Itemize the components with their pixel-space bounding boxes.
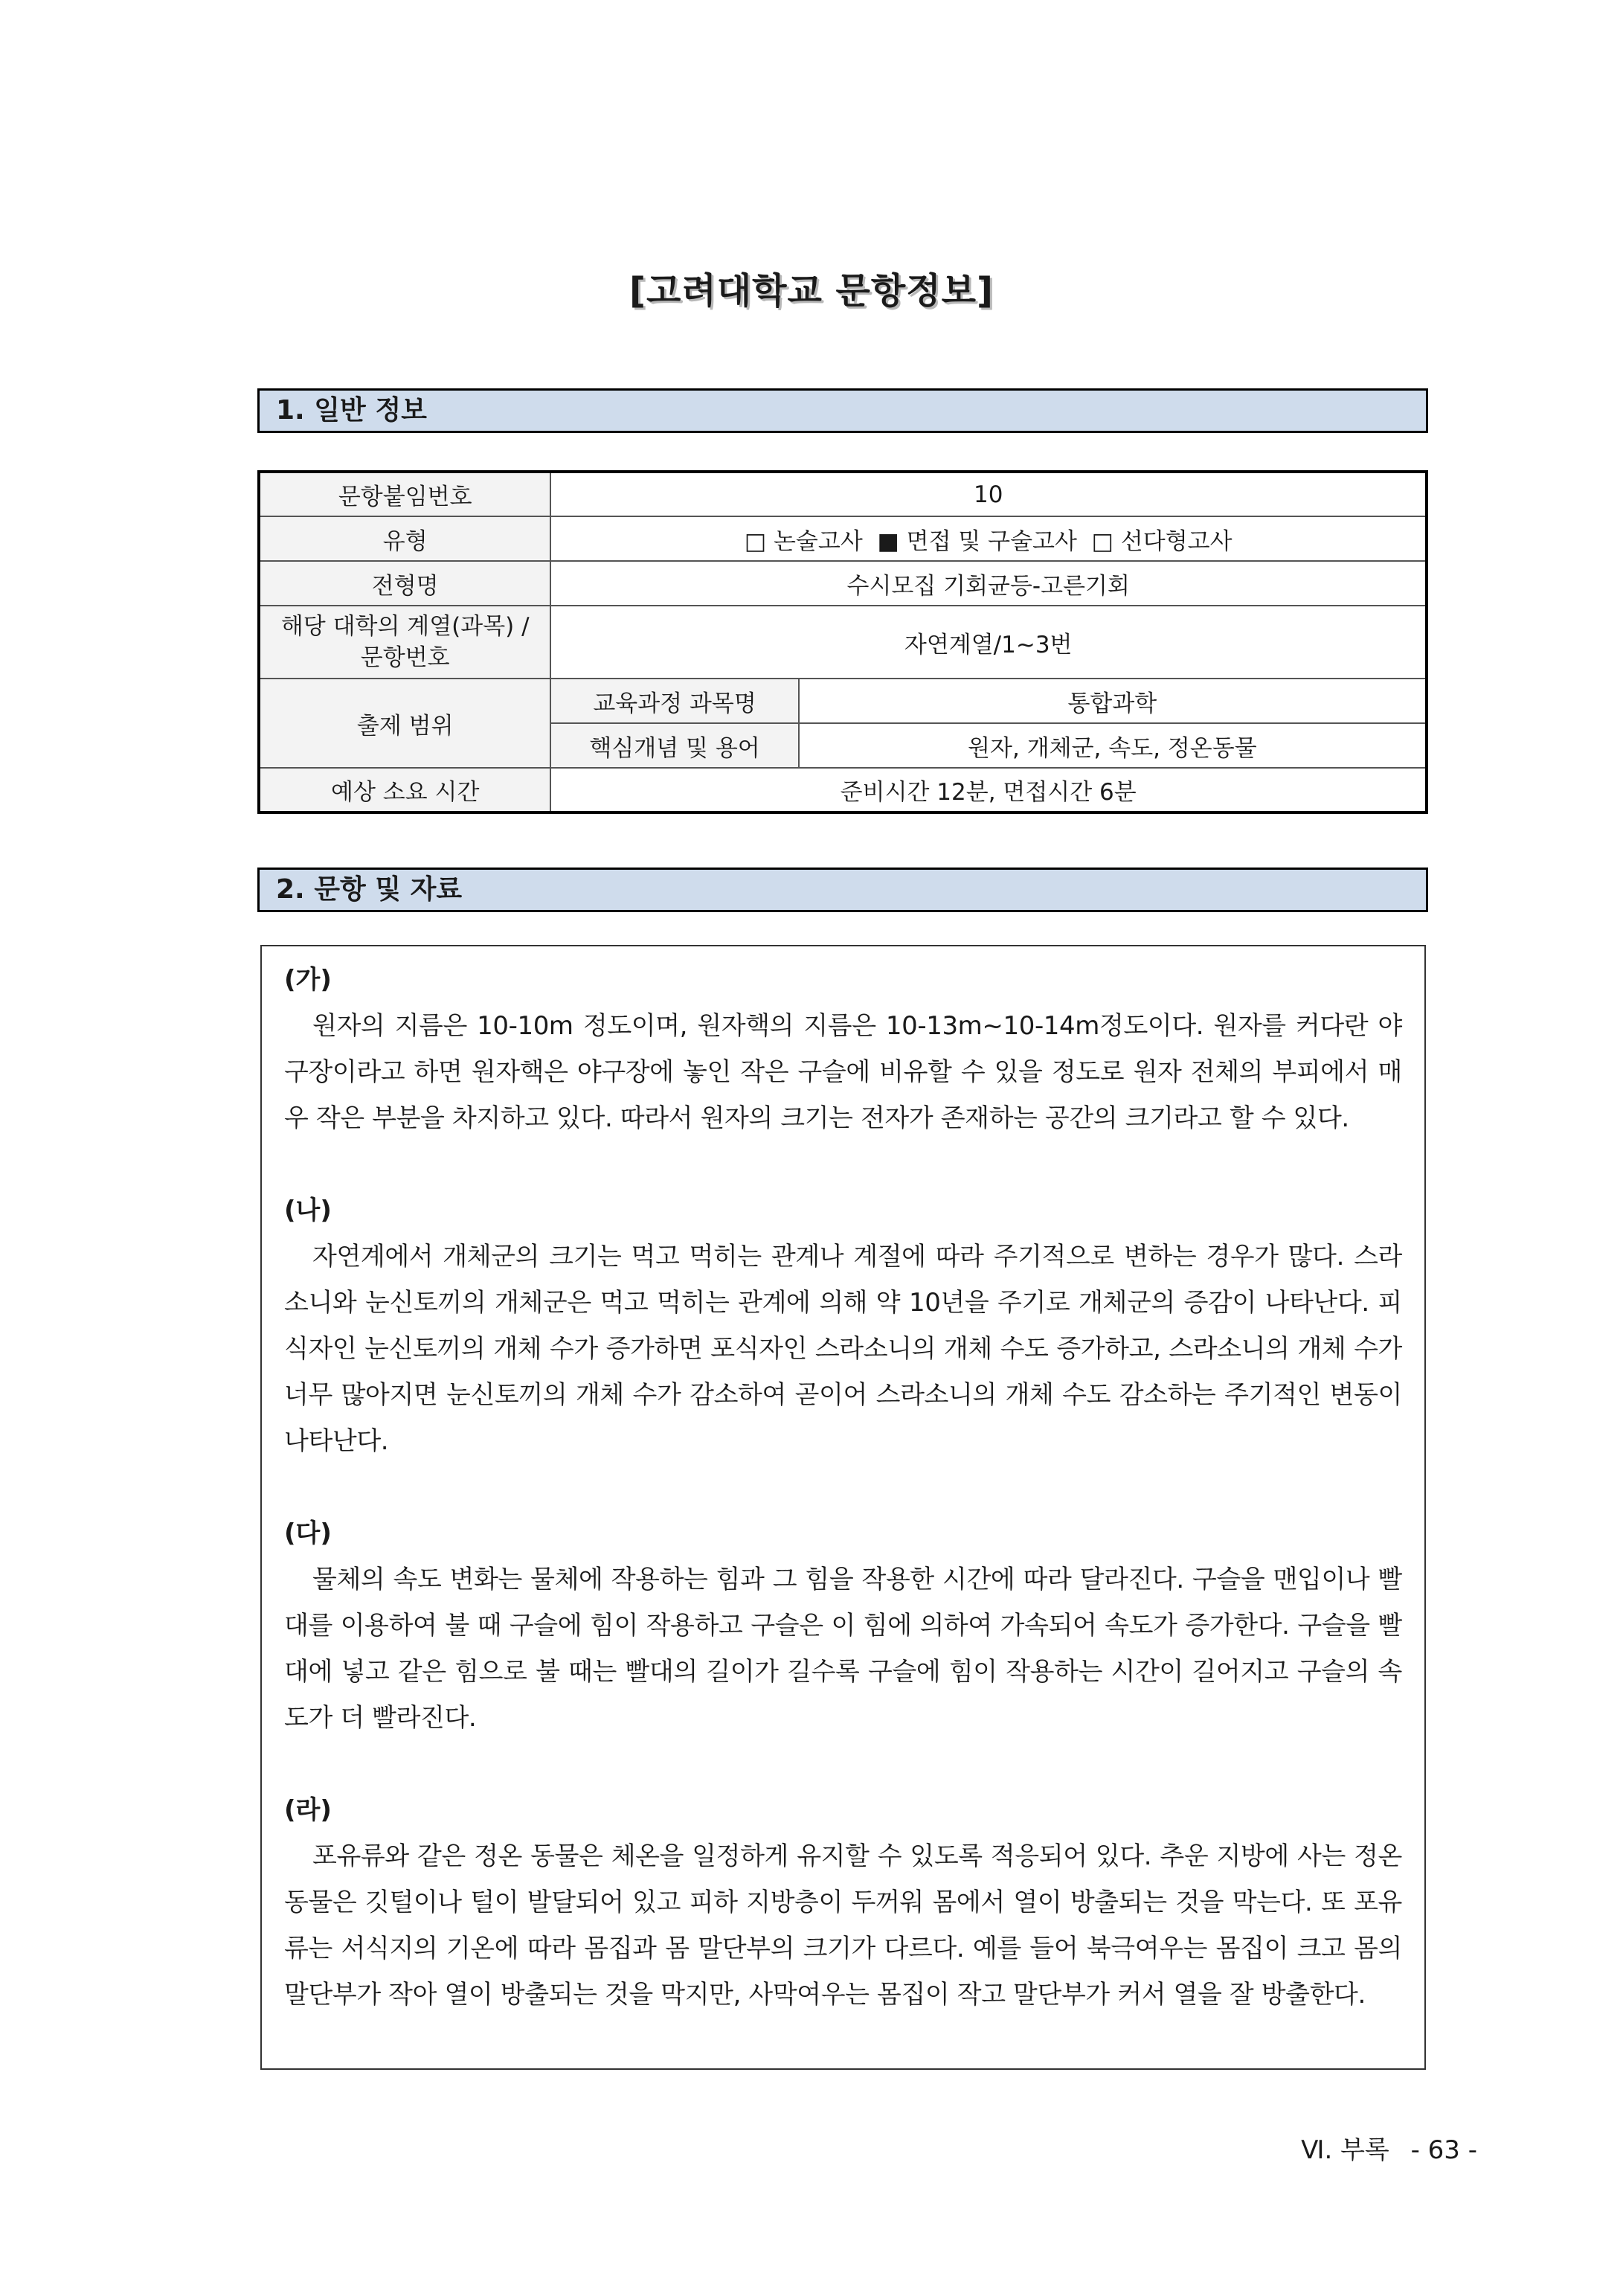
passage-box: [260, 945, 1426, 2070]
curriculum-value: 통합과학: [799, 679, 1427, 723]
passage-label: (다): [284, 1519, 332, 1548]
section-header-content: 2. 문항 및 자료: [257, 868, 1428, 912]
passage-text: 물체의 속도 변화는 물체에 작용하는 힘과 그 힘을 작용한 시간에 따라 달라진다. 구슬을 맨입이나 빨대를 이용하여 불 때 구슬에 힘이 작용하고 구슬은 이 힘에 의하여 가속되어 속도가 증가한다. 구슬을 빨대에 넣고 같은 힘으로 불 때는 빨대의 길이가 길수록 구슬에 힘이 작용하는 시간이 길어지고 구슬의 속도가 더 빨라진다.: [284, 1565, 1402, 1733]
passage-da: [284, 1510, 1402, 1741]
curriculum-label: 교육과정 과목명: [550, 679, 798, 723]
passage-text: 자연계에서 개체군의 크기는 먹고 먹히는 관계나 계절에 따라 주기적으로 변하는 경우가 많다. 스라소니와 눈신토끼의 개체군은 먹고 먹히는 관계에 의해 약 10년을 주기로 개체군의 증감이 나타난다. 피식자인 눈신토끼의 개체 수가 증가하면 포식자인 스라소니의 개체 수도 증가하고, 스라소니의 개체 수가 너무 많아지면 눈신토끼의 개체 수가 감소하여 곧이어 스라소니의 개체 수도 감소하는 주기적인 변동이 나타난다.: [284, 1242, 1402, 1456]
passage-na: [284, 1187, 1402, 1464]
table-row: [259, 768, 1427, 812]
item-number-value: 10: [550, 472, 1427, 516]
table-row: [259, 679, 1427, 723]
page-number: - 63 -: [1410, 2135, 1477, 2165]
page-footer: [1288, 2129, 1477, 2166]
type-label: 유형: [259, 516, 550, 561]
table-row: [259, 472, 1427, 516]
concepts-value: 원자, 개체군, 속도, 정온동물: [799, 723, 1427, 768]
time-label: 예상 소요 시간: [259, 768, 550, 812]
admission-label: 전형명: [259, 561, 550, 606]
passage-label: (라): [284, 1795, 332, 1825]
scope-label: 출제 범위: [259, 679, 550, 768]
type-options: □ 논술고사 ■ 면접 및 구술고사 □ 선다형고사: [550, 516, 1427, 561]
page-title: [고려대학교 문항정보]: [629, 270, 994, 312]
track-value: 자연계열/1~3번: [550, 606, 1427, 679]
time-value: 준비시간 12분, 면접시간 6분: [550, 768, 1427, 812]
item-number-label: 문항붙임번호: [259, 472, 550, 516]
track-label: 해당 대학의 계열(과목) / 문항번호: [259, 606, 550, 679]
footer-section: Ⅵ. 부록: [1301, 2135, 1389, 2165]
section-header-general: 1. 일반 정보: [257, 388, 1428, 433]
table-row: [259, 606, 1427, 679]
passage-ra: [284, 1787, 1402, 2018]
passage-text: 원자의 지름은 10-10m 정도이며, 원자핵의 지름은 10-13m~10-14m정도이다. 원자를 커다란 야구장이라고 하면 원자핵은 야구장에 놓인 작은 구슬에 비유할 수 있을 정도로 원자 전체의 부피에서 매우 작은 부분을 차지하고 있다. 따라서 원자의 크기는 전자가 존재하는 공간의 크기라고 할 수 있다.: [284, 1011, 1402, 1133]
passage-ga: [284, 957, 1402, 1141]
table-row: [259, 516, 1427, 561]
table-row: [259, 561, 1427, 606]
passage-label: (가): [284, 965, 332, 995]
passage-label: (나): [284, 1196, 332, 1225]
passage-text: 포유류와 같은 정온 동물은 체온을 일정하게 유지할 수 있도록 적응되어 있다. 추운 지방에 사는 정온 동물은 깃털이나 털이 발달되어 있고 피하 지방층이 두꺼워 몸에서 열이 방출되는 것을 막는다. 또 포유류는 서식지의 기온에 따라 몸집과 몸 말단부의 크기가 다르다. 예를 들어 북극여우는 몸집이 크고 몸의 말단부가 작아 열이 방출되는 것을 막지만, 사막여우는 몸집이 작고 말단부가 커서 열을 잘 방출한다.: [284, 1841, 1402, 2010]
concepts-label: 핵심개념 및 용어: [550, 723, 798, 768]
admission-value: 수시모집 기회균등-고른기회: [550, 561, 1427, 606]
item-info-table: [257, 470, 1428, 814]
